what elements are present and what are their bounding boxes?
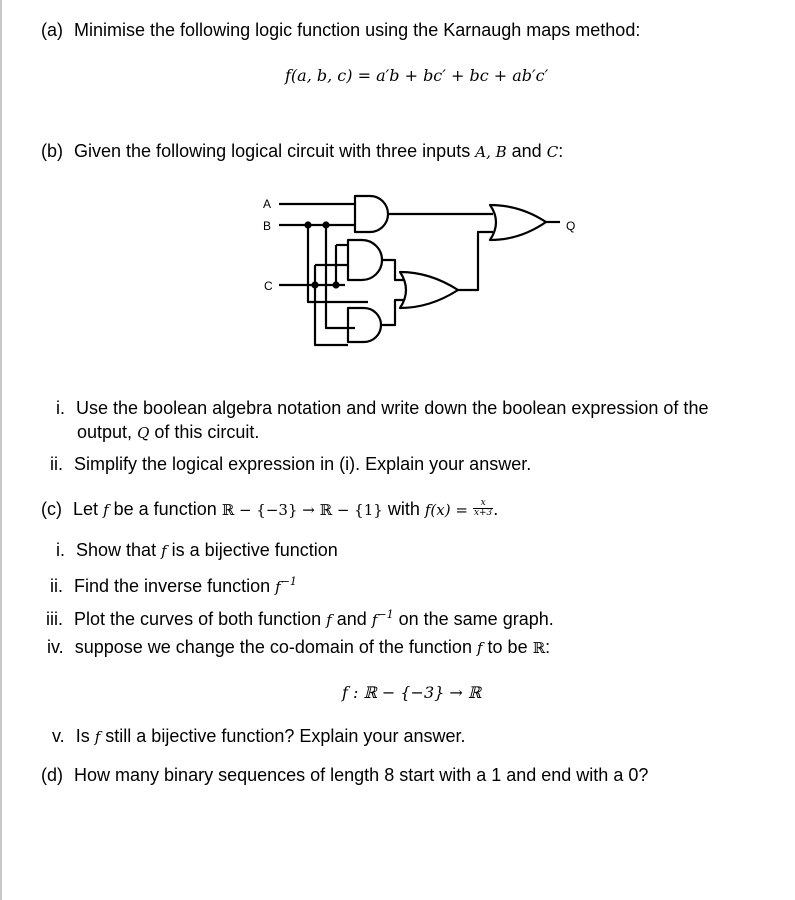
part-c-item-i bbox=[56, 539, 338, 562]
item-label: iv. bbox=[47, 637, 64, 657]
item-label: ii. bbox=[50, 454, 63, 474]
part-c-let: Let bbox=[73, 499, 99, 519]
circuit-output-q-label: Q bbox=[566, 219, 576, 233]
part-b-item-ii bbox=[50, 453, 531, 475]
part-c-display-formula: f : ℝ − {−3} → ℝ bbox=[342, 683, 482, 702]
part-c-fraction bbox=[473, 499, 493, 518]
circuit-input-c-label: C bbox=[264, 279, 273, 293]
logic-circuit-diagram bbox=[258, 188, 588, 353]
part-c-domain: ℝ − {−3} → ℝ − {1} bbox=[221, 501, 383, 519]
circuit-input-a-label: A bbox=[263, 197, 272, 211]
part-b-inputs: A, B bbox=[475, 143, 507, 161]
part-a-question bbox=[41, 19, 640, 41]
part-b-question bbox=[41, 140, 563, 163]
junction-dot bbox=[334, 283, 339, 288]
part-c-item-iv bbox=[47, 636, 550, 659]
item-var: f bbox=[476, 639, 483, 657]
and-gate-middle bbox=[348, 240, 382, 280]
junction-dot bbox=[306, 223, 311, 228]
item-label: iii. bbox=[46, 609, 63, 629]
item-label: i. bbox=[56, 398, 65, 418]
item-var-q: Q bbox=[137, 424, 150, 442]
item-label: v. bbox=[52, 726, 65, 746]
item-var: f bbox=[94, 728, 101, 746]
part-a-label: (a) bbox=[41, 20, 63, 40]
part-c-fx: f(x) = bbox=[424, 501, 468, 519]
and-gate-bottom bbox=[348, 308, 381, 342]
item-label: ii. bbox=[50, 576, 63, 596]
wire-and3-out bbox=[381, 300, 404, 325]
fraction-denominator: x+3 bbox=[473, 507, 493, 518]
part-a-text: Minimise the following logic function using the Karnaugh maps method: bbox=[74, 20, 641, 40]
item-var2: f bbox=[371, 611, 378, 629]
part-d-label: (d) bbox=[41, 765, 63, 785]
item-after: is a bijective function bbox=[171, 540, 338, 560]
part-c-f: f bbox=[103, 501, 109, 519]
item-text: Use the boolean algebra notation and write down the boolean expression of the bbox=[76, 398, 709, 418]
page-left-border bbox=[0, 0, 2, 900]
part-c-label: (c) bbox=[41, 499, 62, 519]
item-text-after: of this circuit. bbox=[154, 422, 260, 442]
fraction-numerator: x bbox=[473, 499, 493, 509]
part-b-input-c: C bbox=[546, 143, 559, 161]
wire-or-out bbox=[458, 232, 493, 290]
item-math: ℝ bbox=[532, 639, 546, 657]
part-c-period: . bbox=[493, 499, 499, 519]
part-a-formula: f(a, b, c) = a′b + bc′ + bc + ab′c′ bbox=[285, 66, 549, 85]
wire-b-branch bbox=[308, 225, 368, 302]
junction-dot bbox=[324, 223, 329, 228]
item-sup: −1 bbox=[280, 575, 297, 588]
wire-branch-left bbox=[315, 265, 348, 345]
part-b-item-i bbox=[56, 397, 708, 419]
part-b-text: Given the following logical circuit with three inputs bbox=[74, 141, 471, 161]
item-text: Simplify the logical expression in (i). Explain your answer. bbox=[74, 454, 532, 474]
item-label: i. bbox=[56, 540, 65, 560]
item-sup: −1 bbox=[377, 608, 394, 621]
or-gate-middle bbox=[400, 272, 458, 308]
part-d-text: How many binary sequences of length 8 start with a 1 and end with a 0? bbox=[74, 765, 649, 785]
part-b-item-i-line2 bbox=[77, 421, 259, 444]
item-after: to be bbox=[487, 637, 528, 657]
or-gate-output bbox=[490, 205, 546, 240]
part-b-and: and bbox=[511, 141, 542, 161]
circuit-input-b-label: B bbox=[263, 219, 272, 233]
part-c-be: be a function bbox=[113, 499, 217, 519]
part-c-with: with bbox=[387, 499, 420, 519]
item-after: still a bijective function? Explain your answer. bbox=[105, 726, 466, 746]
wire-and2-out bbox=[382, 260, 404, 280]
item-var: f bbox=[275, 578, 281, 596]
item-text-before: output, bbox=[77, 422, 133, 442]
part-c-item-v bbox=[52, 725, 465, 748]
item-before: suppose we change the co-domain of the function bbox=[74, 637, 472, 657]
item-before: Show that bbox=[76, 540, 157, 560]
item-colon: : bbox=[545, 637, 551, 657]
item-var: f bbox=[161, 542, 167, 560]
part-c-item-ii bbox=[50, 571, 297, 598]
part-c-question bbox=[41, 498, 498, 521]
part-d-question bbox=[41, 764, 648, 786]
and-gate-top bbox=[355, 196, 388, 232]
item-after: on the same graph. bbox=[398, 609, 554, 629]
item-before: Plot the curves of both function bbox=[74, 609, 322, 629]
part-b-colon: : bbox=[558, 141, 564, 161]
item-before: Find the inverse function bbox=[74, 576, 271, 596]
item-mid: and bbox=[336, 609, 367, 629]
item-before: Is bbox=[75, 726, 90, 746]
part-b-label: (b) bbox=[41, 141, 63, 161]
item-var: f bbox=[326, 611, 332, 629]
junction-dot bbox=[313, 283, 318, 288]
part-c-item-iii bbox=[46, 604, 554, 631]
